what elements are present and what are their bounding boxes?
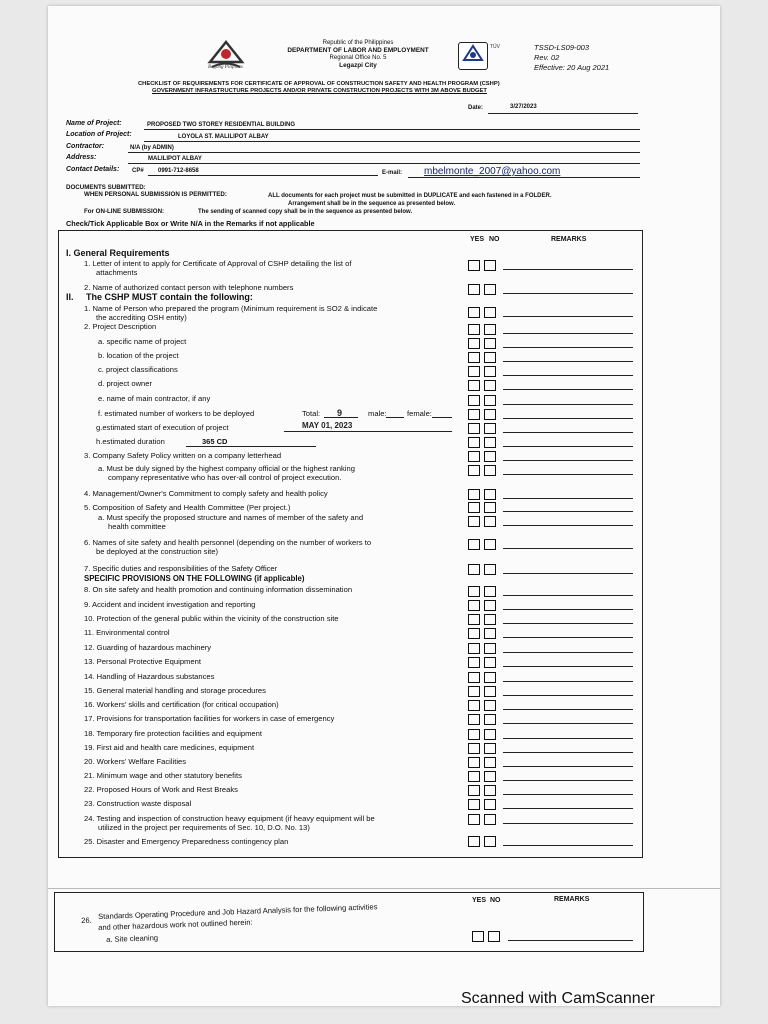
yes-checkbox[interactable]	[468, 539, 480, 550]
item-e: e. name of main contractor, if any	[98, 394, 211, 403]
cp-label: CP#	[132, 168, 144, 174]
remarks-line[interactable]	[503, 511, 633, 512]
duration-line	[186, 446, 316, 447]
online-submission-text: The sending of scanned copy shall be in the sequence as presented below.	[198, 209, 413, 215]
remarks-line[interactable]	[503, 752, 633, 753]
yes-checkbox[interactable]	[468, 586, 480, 597]
col-no: NO	[489, 236, 500, 243]
no-checkbox[interactable]	[484, 516, 496, 527]
yes-checkbox[interactable]	[468, 338, 480, 349]
item-ii4: 4. Management/Owner's Commitment to comply safety and health policy	[84, 489, 328, 498]
remarks-line[interactable]	[503, 316, 633, 317]
no-checkbox[interactable]	[484, 714, 496, 725]
contractor-label: Contractor:	[66, 143, 105, 150]
no-checkbox[interactable]	[484, 586, 496, 597]
item-26a: Standards Operating Procedure and Job Hazard Analysis for the following activities	[98, 902, 378, 921]
item-ii3a2: company representative who has over-all control of project execution.	[108, 473, 342, 482]
no-checkbox[interactable]	[488, 931, 500, 942]
project-name-value: PROPOSED TWO STOREY RESIDENTIAL BUILDING	[147, 122, 296, 128]
item-ii19: 19. First aid and health care medicines, equipment	[84, 743, 255, 752]
remarks-line[interactable]	[503, 432, 633, 433]
yes-checkbox[interactable]	[468, 502, 480, 513]
no-checkbox[interactable]	[484, 743, 496, 754]
remarks-line[interactable]	[503, 375, 633, 376]
item-ii9: 9. Accident and incident investigation and reporting	[84, 600, 256, 609]
no-checkbox[interactable]	[484, 700, 496, 711]
project-location-label: Location of Project:	[66, 131, 132, 138]
remarks-line[interactable]	[503, 623, 633, 624]
item-26b: and other hazardous work not outlined herein:	[98, 917, 253, 932]
address-label: Address:	[66, 154, 97, 161]
no-checkbox[interactable]	[484, 380, 496, 391]
yes-checkbox[interactable]	[468, 836, 480, 847]
remarks-line[interactable]	[503, 474, 633, 475]
no-checkbox[interactable]	[484, 836, 496, 847]
item-ii18: 18. Temporary fire protection facilities and equipment	[84, 729, 262, 738]
item-h: h.estimated duration	[96, 437, 165, 446]
item-ii5a1: a. Must specify the proposed structure and names of member of the safety and	[98, 513, 364, 522]
contractor-value: N/A (by ADMIN)	[130, 145, 174, 151]
yes-checkbox[interactable]	[468, 700, 480, 711]
item-ii6a: 6. Names of site safety and health personnel (depending on the number of workers to	[84, 538, 372, 547]
no-checkbox[interactable]	[484, 423, 496, 434]
item-ii22: 22. Proposed Hours of Work and Rest Breaks	[84, 785, 238, 794]
no-checkbox[interactable]	[484, 657, 496, 668]
remarks-line[interactable]	[508, 940, 633, 941]
form-code: TSSD-LS09-003	[534, 43, 590, 52]
remarks-line[interactable]	[503, 269, 633, 270]
yes-checkbox[interactable]	[468, 451, 480, 462]
form-revision: Rev. 02	[534, 53, 560, 62]
yes-checkbox[interactable]	[468, 814, 480, 825]
remarks-line[interactable]	[503, 823, 633, 824]
remarks-line[interactable]	[503, 845, 633, 846]
yes-checkbox[interactable]	[468, 395, 480, 406]
no-checkbox[interactable]	[484, 686, 496, 697]
item-ii2: 2. Project Description	[84, 322, 157, 331]
yes-checkbox[interactable]	[472, 931, 484, 942]
col-remarks-2: REMARKS	[554, 896, 590, 903]
check-instruction: Check/Tick Applicable Box or Write N/A in the Remarks if not applicable	[66, 219, 315, 228]
male-line	[386, 417, 404, 418]
personal-submission-text: ALL documents for each project must be submitted in DUPLICATE and each fastened in a FOLDER.	[268, 193, 552, 199]
yes-checkbox[interactable]	[468, 465, 480, 476]
yes-checkbox[interactable]	[468, 771, 480, 782]
item-1b: attachments	[96, 268, 138, 277]
item-ii3: 3. Company Safety Policy written on a company letterhead	[84, 451, 282, 460]
total-line	[324, 417, 358, 418]
item-ii17: 17. Provisions for transportation facilities for workers in case of emergency	[84, 714, 335, 723]
col-remarks: REMARKS	[551, 236, 587, 243]
item-ii23: 23. Construction waste disposal	[84, 799, 192, 808]
remarks-line[interactable]	[503, 548, 633, 549]
remarks-line[interactable]	[503, 418, 633, 419]
item-ii1b: the accrediting OSH entity)	[96, 313, 187, 322]
remarks-line[interactable]	[503, 333, 633, 334]
item-26-number: 26.	[81, 915, 92, 925]
email-label: E-mail:	[382, 170, 403, 176]
item-ii25: 25. Disaster and Emergency Preparedness contingency plan	[84, 837, 289, 846]
yes-checkbox[interactable]	[468, 686, 480, 697]
yes-checkbox[interactable]	[468, 260, 480, 271]
no-checkbox[interactable]	[484, 352, 496, 363]
section-general: I. General Requirements	[66, 248, 170, 258]
scanned-page	[48, 6, 720, 1006]
yes-checkbox[interactable]	[468, 628, 480, 639]
personal-submission-label: WHEN PERSONAL SUBMISSION IS PERMITTED:	[84, 191, 227, 198]
personal-submission-text2: Arrangement shall be in the sequence as presented below.	[288, 201, 456, 207]
item-ii21: 21. Minimum wage and other statutory benefits	[84, 771, 242, 780]
yes-checkbox[interactable]	[468, 600, 480, 611]
female-line	[432, 417, 452, 418]
no-checkbox[interactable]	[484, 785, 496, 796]
certification-text: TÜV	[490, 44, 500, 50]
no-checkbox[interactable]	[484, 437, 496, 448]
item-g-value: MAY 01, 2023	[302, 421, 353, 430]
remarks-line[interactable]	[503, 404, 633, 405]
remarks-line[interactable]	[503, 681, 633, 682]
item-f-male-label: male:	[368, 409, 387, 418]
no-checkbox[interactable]	[484, 672, 496, 683]
section-2-number: II.	[66, 292, 74, 302]
remarks-line[interactable]	[503, 709, 633, 710]
republic-text: Republic of the Philippines	[322, 40, 394, 46]
project-name-line	[144, 129, 640, 130]
department-text: DEPARTMENT OF LABOR AND EMPLOYMENT	[287, 47, 429, 54]
item-b: b. location of the project	[98, 351, 179, 360]
item-f: f. estimated number of workers to be deployed	[98, 409, 255, 418]
project-name-label: Name of Project:	[66, 120, 122, 127]
item-ii14: 14. Handling of Hazardous substances	[84, 672, 215, 681]
yes-checkbox[interactable]	[468, 516, 480, 527]
item-f-female-label: female:	[407, 409, 432, 418]
yes-checkbox[interactable]	[468, 743, 480, 754]
item-1a: 1. Letter of intent to apply for Certificate of Approval of CSHP detailing the list of	[84, 259, 352, 268]
date-label: Date:	[468, 105, 484, 111]
remarks-line[interactable]	[503, 652, 633, 653]
remarks-line[interactable]	[503, 738, 633, 739]
seal-caption: Bagong Pilipinas	[208, 65, 243, 70]
item-ii6b: be deployed at the construction site)	[96, 547, 218, 556]
yes-checkbox[interactable]	[468, 423, 480, 434]
no-checkbox[interactable]	[484, 409, 496, 420]
section-2-title: The CSHP MUST contain the following:	[86, 292, 253, 302]
item-d: d. project owner	[98, 379, 153, 388]
certification-logo	[458, 42, 488, 70]
no-checkbox[interactable]	[484, 465, 496, 476]
no-checkbox[interactable]	[484, 395, 496, 406]
item-f-total-value: 9	[337, 408, 343, 418]
remarks-line[interactable]	[503, 293, 633, 294]
no-checkbox[interactable]	[484, 366, 496, 377]
item-26-site: a. Site cleaning	[106, 933, 159, 944]
remarks-line[interactable]	[503, 498, 633, 499]
yes-checkbox[interactable]	[468, 799, 480, 810]
contact-label: Contact Details:	[66, 166, 120, 173]
yes-checkbox[interactable]	[468, 757, 480, 768]
yes-checkbox[interactable]	[468, 564, 480, 575]
remarks-line[interactable]	[503, 389, 633, 390]
item-ii5: 5. Composition of Safety and Health Committee (Per project.)	[84, 503, 291, 512]
item-ii5a2: health committee	[108, 522, 166, 531]
remarks-line[interactable]	[503, 573, 633, 574]
remarks-line[interactable]	[503, 525, 633, 526]
item-h-value: 365 CD	[202, 437, 228, 446]
remarks-line[interactable]	[503, 723, 633, 724]
item-ii1a: 1. Name of Person who prepared the program (Minimum requirement is SO2 & indicate	[84, 304, 378, 313]
remarks-line[interactable]	[503, 361, 633, 362]
col-no-2: NO	[490, 897, 501, 904]
yes-checkbox[interactable]	[468, 307, 480, 318]
remarks-line[interactable]	[503, 460, 633, 461]
cp-line	[148, 175, 378, 176]
no-checkbox[interactable]	[484, 539, 496, 550]
fold-line	[48, 888, 720, 889]
yes-checkbox[interactable]	[468, 672, 480, 683]
remarks-line[interactable]	[503, 595, 633, 596]
yes-checkbox[interactable]	[468, 643, 480, 654]
no-checkbox[interactable]	[484, 600, 496, 611]
item-ii7: 7. Specific duties and responsibilities of the Safety Officer	[84, 564, 278, 573]
no-checkbox[interactable]	[484, 614, 496, 625]
yes-checkbox[interactable]	[468, 352, 480, 363]
no-checkbox[interactable]	[484, 729, 496, 740]
yes-checkbox[interactable]	[468, 324, 480, 335]
item-ii12: 12. Guarding of hazardous machinery	[84, 643, 212, 652]
project-location-line	[144, 141, 640, 142]
no-checkbox[interactable]	[484, 489, 496, 500]
item-ii15: 15. General material handling and storage procedures	[84, 686, 266, 695]
city-text: Legazpi City	[339, 62, 377, 69]
no-checkbox[interactable]	[484, 771, 496, 782]
item-ii13: 13. Personal Protective Equipment	[84, 657, 201, 666]
remarks-line[interactable]	[503, 766, 633, 767]
remarks-line[interactable]	[503, 637, 633, 638]
no-checkbox[interactable]	[484, 643, 496, 654]
checklist-subtitle: GOVERNMENT INFRASTRUCTURE PROJECTS AND/OR PRIVATE CONSTRUCTION PROJECTS WITH 3M ABOVE BUDGET	[152, 88, 487, 94]
item-ii24a: 24. Testing and inspection of construction heavy equipment (if heavy equipment will be	[84, 814, 375, 823]
project-location-value: LOYOLA ST. MALILIPOT ALBAY	[178, 134, 269, 140]
col-yes-2: YES	[472, 897, 487, 904]
item-2: 2. Name of authorized contact person with telephone numbers	[84, 283, 294, 292]
remarks-line[interactable]	[503, 794, 633, 795]
item-ii24b: utilized in the project per requirements of Sec. 10, D.O. No. 13)	[98, 823, 310, 832]
yes-checkbox[interactable]	[468, 657, 480, 668]
no-checkbox[interactable]	[484, 628, 496, 639]
no-checkbox[interactable]	[484, 451, 496, 462]
remarks-line[interactable]	[503, 666, 633, 667]
item-ii3a1: a. Must be duly signed by the highest company official or the highest ranking	[98, 464, 355, 473]
no-checkbox[interactable]	[484, 564, 496, 575]
no-checkbox[interactable]	[484, 260, 496, 271]
form-effective: Effective: 20 Aug 2021	[534, 63, 610, 72]
yes-checkbox[interactable]	[468, 729, 480, 740]
date-value: 3/27/2023	[510, 104, 537, 110]
email-value: mbelmonte_2007@yahoo.com	[424, 166, 561, 177]
item-c: c. project classifications	[98, 365, 178, 374]
start-line	[284, 431, 452, 432]
regional-office-text: Regional Office No. 5	[329, 55, 387, 61]
yes-checkbox[interactable]	[468, 614, 480, 625]
yes-checkbox[interactable]	[468, 489, 480, 500]
item-ii8: 8. On site safety and health promotion and continuing information dissemination	[84, 585, 353, 594]
no-checkbox[interactable]	[484, 814, 496, 825]
remarks-line[interactable]	[503, 695, 633, 696]
docs-submitted-label: DOCUMENTS SUBMITTED:	[66, 184, 146, 191]
date-underline	[488, 113, 638, 114]
item-ii10: 10. Protection of the general public within the vicinity of the construction site	[84, 614, 339, 623]
remarks-line[interactable]	[503, 446, 633, 447]
remarks-line[interactable]	[503, 780, 633, 781]
yes-checkbox[interactable]	[468, 284, 480, 295]
no-checkbox[interactable]	[484, 757, 496, 768]
address-value: MALILIPOT ALBAY	[148, 156, 202, 162]
item-ii11: 11. Environmental control	[84, 628, 170, 637]
yes-checkbox[interactable]	[468, 366, 480, 377]
yes-checkbox[interactable]	[468, 785, 480, 796]
yes-checkbox[interactable]	[468, 714, 480, 725]
item-ii20: 20. Workers' Welfare Facilities	[84, 757, 187, 766]
remarks-line[interactable]	[503, 347, 633, 348]
address-line	[128, 163, 640, 164]
item-f-total-label: Total:	[302, 409, 321, 418]
specific-provisions: SPECIFIC PROVISIONS ON THE FOLLOWING (if applicable)	[84, 574, 305, 583]
remarks-line[interactable]	[503, 808, 633, 809]
no-checkbox[interactable]	[484, 338, 496, 349]
yes-checkbox[interactable]	[468, 409, 480, 420]
no-checkbox[interactable]	[484, 307, 496, 318]
no-checkbox[interactable]	[484, 799, 496, 810]
no-checkbox[interactable]	[484, 324, 496, 335]
item-g: g.estimated start of execution of project	[96, 423, 229, 432]
email-line	[408, 177, 640, 178]
yes-checkbox[interactable]	[468, 380, 480, 391]
contractor-line	[128, 152, 640, 153]
checklist-title: CHECKLIST OF REQUIREMENTS FOR CERTIFICATE OF APPROVAL OF CONSTRUCTION SAFETY AND HEALTH PROGRAM (CSHP)	[138, 81, 500, 87]
cp-value: 0991-712-8658	[158, 168, 199, 174]
item-ii16: 16. Workers' skills and certification (for critical occupation)	[84, 700, 279, 709]
no-checkbox[interactable]	[484, 284, 496, 295]
remarks-line[interactable]	[503, 609, 633, 610]
col-yes: YES	[470, 236, 485, 243]
no-checkbox[interactable]	[484, 502, 496, 513]
yes-checkbox[interactable]	[468, 437, 480, 448]
online-submission-label: For ON-LINE SUBMISSION:	[84, 208, 165, 215]
camscanner-watermark: Scanned with CamScanner	[461, 990, 655, 1007]
item-a: a. specific name of project	[98, 337, 187, 346]
